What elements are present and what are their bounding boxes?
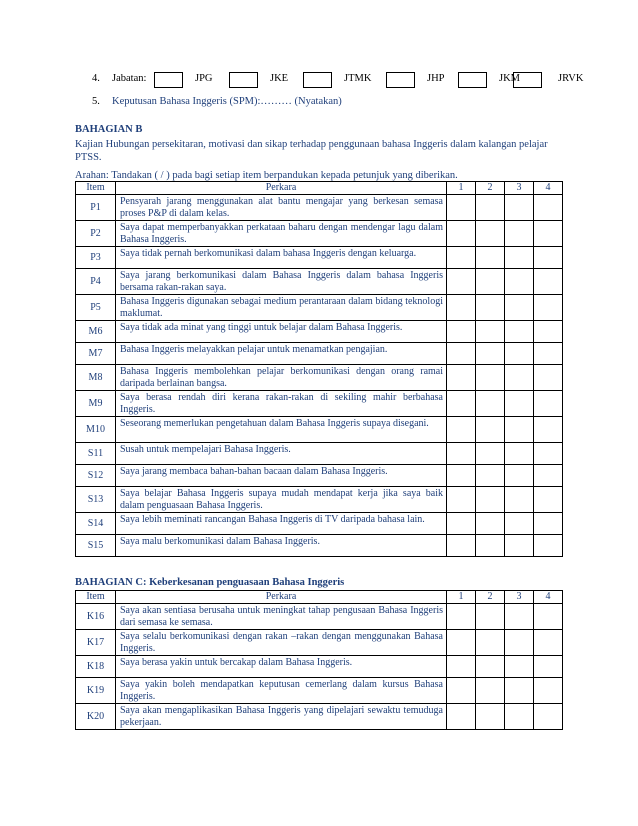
table-header-row (76, 591, 563, 604)
score-cell-4[interactable] (534, 417, 563, 443)
score-cell-3[interactable] (505, 678, 534, 704)
table-row (76, 321, 563, 343)
score-cell-3[interactable] (505, 195, 534, 221)
table-row (76, 391, 563, 417)
section-b-description (75, 138, 555, 164)
score-cell-2[interactable] (476, 630, 505, 656)
score-cell-4[interactable] (534, 365, 563, 391)
score-cell-4[interactable] (534, 487, 563, 513)
section-b-table (75, 181, 563, 557)
checkbox-jtmk[interactable] (303, 72, 332, 88)
score-cell-3[interactable] (505, 247, 534, 269)
statement-text: Saya tidak ada minat yang tinggi untuk belajar dalam Bahasa Inggeris. (116, 321, 447, 343)
item-code: K19 (76, 678, 116, 704)
item-code: K18 (76, 656, 116, 678)
item-code: K17 (76, 630, 116, 656)
score-cell-3[interactable] (505, 295, 534, 321)
dept-label-jke: JKE (270, 73, 289, 84)
col-header-perkara: Perkara (116, 591, 447, 604)
score-cell-1[interactable] (447, 678, 476, 704)
score-cell-3[interactable] (505, 704, 534, 730)
score-cell-4[interactable] (534, 247, 563, 269)
item-code: P2 (76, 221, 116, 247)
col-header-3: 3 (505, 182, 534, 195)
score-cell-4[interactable] (534, 321, 563, 343)
col-header-3: 3 (505, 591, 534, 604)
table-header-row (76, 182, 563, 195)
score-cell-2[interactable] (476, 443, 505, 465)
score-cell-4[interactable] (534, 535, 563, 557)
score-cell-1[interactable] (447, 465, 476, 487)
table-row (76, 630, 563, 656)
score-cell-2[interactable] (476, 295, 505, 321)
score-cell-4[interactable] (534, 604, 563, 630)
col-header-4: 4 (534, 182, 563, 195)
item-code: P4 (76, 269, 116, 295)
score-cell-3[interactable] (505, 391, 534, 417)
section-b-rows (76, 195, 563, 557)
statement-text: Saya selalu berkomunikasi dengan rakan –rakan dengan menggunakan Bahasa Inggeris. (116, 630, 447, 656)
item-code: S14 (76, 513, 116, 535)
statement-text: Saya tidak pernah berkomunikasi dalam bahasa Inggeris dengan keluarga. (116, 247, 447, 269)
checkbox-jke[interactable] (229, 72, 258, 88)
statement-text: Saya yakin boleh mendapatkan keputusan cemerlang dalam kursus Bahasa Inggeris. (116, 678, 447, 704)
statement-text: Bahasa Inggeris membolehkan pelajar berkomunikasi dengan orang ramai daripada berlainan bangsa. (116, 365, 447, 391)
table-row (76, 604, 563, 630)
dept-label-jtmk: JTMK (344, 73, 372, 84)
score-cell-4[interactable] (534, 343, 563, 365)
dept-label-jhp: JHP (427, 73, 445, 84)
score-cell-1[interactable] (447, 195, 476, 221)
col-header-2: 2 (476, 182, 505, 195)
score-cell-4[interactable] (534, 295, 563, 321)
statement-text: Pensyarah jarang menggunakan alat bantu mengajar yang berkesan semasa proses P&P di dalam kelas. (116, 195, 447, 221)
score-cell-2[interactable] (476, 417, 505, 443)
checkbox-jrvk[interactable] (513, 72, 542, 88)
checkbox-jhp[interactable] (386, 72, 415, 88)
item-code: S11 (76, 443, 116, 465)
statement-text: Saya belajar Bahasa Inggeris supaya mudah mendapat kerja jika saya baik dalam penguasaan Bahasa Inggeris. (116, 487, 447, 513)
score-cell-1[interactable] (447, 321, 476, 343)
score-cell-1[interactable] (447, 247, 476, 269)
item-code: M7 (76, 343, 116, 365)
item-code: M6 (76, 321, 116, 343)
statement-text: Saya berasa rendah diri kerana rakan-rakan di sekiling mahir berbahasa Inggeris. (116, 391, 447, 417)
table-row (76, 487, 563, 513)
col-header-1: 1 (447, 591, 476, 604)
statement-text: Saya akan sentiasa berusaha untuk meningkat tahap pengusaan Bahasa Inggeris dari semasa ke semasa. (116, 604, 447, 630)
score-cell-4[interactable] (534, 513, 563, 535)
statement-text: Bahasa Inggeris melayakkan pelajar untuk menamatkan pengajian. (116, 343, 447, 365)
score-cell-1[interactable] (447, 487, 476, 513)
score-cell-2[interactable] (476, 535, 505, 557)
score-cell-4[interactable] (534, 656, 563, 678)
section-c-rows (76, 604, 563, 730)
score-cell-2[interactable] (476, 321, 505, 343)
score-cell-2[interactable] (476, 465, 505, 487)
score-cell-2[interactable] (476, 391, 505, 417)
score-cell-1[interactable] (447, 704, 476, 730)
score-cell-2[interactable] (476, 269, 505, 295)
score-cell-1[interactable] (447, 417, 476, 443)
item-code: K16 (76, 604, 116, 630)
score-cell-2[interactable] (476, 247, 505, 269)
score-cell-4[interactable] (534, 630, 563, 656)
score-cell-1[interactable] (447, 630, 476, 656)
table-row (76, 678, 563, 704)
score-cell-1[interactable] (447, 391, 476, 417)
item-number: 5. (92, 96, 100, 107)
item-code: P5 (76, 295, 116, 321)
table-row (76, 365, 563, 391)
item-code: S13 (76, 487, 116, 513)
jabatan-row (92, 72, 612, 90)
col-header-perkara: Perkara (116, 182, 447, 195)
score-cell-3[interactable] (505, 535, 534, 557)
score-cell-2[interactable] (476, 365, 505, 391)
score-cell-1[interactable] (447, 269, 476, 295)
table-row (76, 465, 563, 487)
score-cell-3[interactable] (505, 443, 534, 465)
score-cell-2[interactable] (476, 195, 505, 221)
table-row (76, 295, 563, 321)
dept-label-jrvk: JRVK (558, 73, 584, 84)
section-b-title: BAHAGIAN B (75, 124, 143, 135)
score-cell-1[interactable] (447, 343, 476, 365)
col-header-4: 4 (534, 591, 563, 604)
statement-text: Saya berasa yakin untuk bercakap dalam Bahasa Inggeris. (116, 656, 447, 678)
section-b-instruction: Arahan: Tandakan ( / ) pada bagi setiap item berpandukan kepada petunjuk yang diberikan. (75, 170, 458, 181)
score-cell-2[interactable] (476, 678, 505, 704)
score-cell-1[interactable] (447, 604, 476, 630)
score-cell-4[interactable] (534, 221, 563, 247)
table-row (76, 221, 563, 247)
table-row (76, 535, 563, 557)
table-row (76, 443, 563, 465)
score-cell-2[interactable] (476, 604, 505, 630)
score-cell-3[interactable] (505, 630, 534, 656)
score-cell-1[interactable] (447, 365, 476, 391)
item-number: 4. (92, 73, 100, 84)
statement-text: Seseorang memerlukan pengetahuan dalam Bahasa Inggeris supaya disegani. (116, 417, 447, 443)
score-cell-2[interactable] (476, 513, 505, 535)
spm-result-text: Keputusan Bahasa Inggeris (SPM):……… (Nyatakan) (112, 96, 342, 107)
score-cell-1[interactable] (447, 656, 476, 678)
statement-text: Saya akan mengaplikasikan Bahasa Inggeris yang dipelajari sewaktu temuduga pekerjaan. (116, 704, 447, 730)
section-c-table (75, 590, 563, 730)
col-header-1: 1 (447, 182, 476, 195)
checkbox-jkm[interactable] (458, 72, 487, 88)
score-cell-1[interactable] (447, 535, 476, 557)
score-cell-3[interactable] (505, 343, 534, 365)
score-cell-3[interactable] (505, 604, 534, 630)
score-cell-4[interactable] (534, 465, 563, 487)
score-cell-2[interactable] (476, 343, 505, 365)
item-code: K20 (76, 704, 116, 730)
score-cell-3[interactable] (505, 513, 534, 535)
score-cell-3[interactable] (505, 221, 534, 247)
score-cell-1[interactable] (447, 443, 476, 465)
score-cell-4[interactable] (534, 443, 563, 465)
score-cell-4[interactable] (534, 269, 563, 295)
score-cell-4[interactable] (534, 678, 563, 704)
statement-text: Saya malu berkomunikasi dalam Bahasa Inggeris. (116, 535, 447, 557)
score-cell-4[interactable] (534, 704, 563, 730)
dept-label-jpg: JPG (195, 73, 213, 84)
col-header-item: Item (76, 182, 116, 195)
description-line: PTSS. (75, 152, 102, 163)
score-cell-1[interactable] (447, 513, 476, 535)
item-code: S12 (76, 465, 116, 487)
dept-label-jkm: JKM (499, 73, 521, 84)
item-code: S15 (76, 535, 116, 557)
statement-text: Saya jarang berkomunikasi dalam Bahasa Inggeris dalam bahasa Inggeris bersama rakan-rakan saya. (116, 269, 447, 295)
table-row (76, 513, 563, 535)
score-cell-1[interactable] (447, 295, 476, 321)
statement-text: Susah untuk mempelajari Bahasa Inggeris. (116, 443, 447, 465)
table-row (76, 195, 563, 221)
score-cell-3[interactable] (505, 269, 534, 295)
table-row (76, 269, 563, 295)
item-code: M8 (76, 365, 116, 391)
item-code: M10 (76, 417, 116, 443)
score-cell-4[interactable] (534, 391, 563, 417)
score-cell-4[interactable] (534, 195, 563, 221)
jabatan-label: Jabatan: (112, 73, 147, 84)
item-code: P1 (76, 195, 116, 221)
col-header-2: 2 (476, 591, 505, 604)
statement-text: Bahasa Inggeris digunakan sebagai medium perantaraan dalam bidang teknologi maklumat. (116, 295, 447, 321)
description-line: Kajian Hubungan persekitaran, motivasi dan sikap terhadap penggunaan bahasa Inggeris dalam kalangan pelajar (75, 139, 548, 150)
score-cell-2[interactable] (476, 704, 505, 730)
statement-text: Saya lebih meminati rancangan Bahasa Inggeris di TV daripada bahasa lain. (116, 513, 447, 535)
score-cell-3[interactable] (505, 465, 534, 487)
item-code: P3 (76, 247, 116, 269)
score-cell-1[interactable] (447, 221, 476, 247)
statement-text: Saya jarang membaca bahan-bahan bacaan dalam Bahasa Inggeris. (116, 465, 447, 487)
score-cell-2[interactable] (476, 656, 505, 678)
table-row (76, 656, 563, 678)
item-code: M9 (76, 391, 116, 417)
table-row (76, 704, 563, 730)
section-c-title: BAHAGIAN C: Keberkesanan penguasaan Bahasa Inggeris (75, 577, 345, 588)
score-cell-3[interactable] (505, 487, 534, 513)
checkbox-jpg[interactable] (154, 72, 183, 88)
score-cell-3[interactable] (505, 656, 534, 678)
table-row (76, 247, 563, 269)
score-cell-2[interactable] (476, 221, 505, 247)
statement-text: Saya dapat memperbanyakkan perkataan baharu dengan mendengar lagu dalam Bahasa Inggeris. (116, 221, 447, 247)
score-cell-2[interactable] (476, 487, 505, 513)
table-row (76, 417, 563, 443)
score-cell-3[interactable] (505, 321, 534, 343)
col-header-item: Item (76, 591, 116, 604)
score-cell-3[interactable] (505, 365, 534, 391)
table-row (76, 343, 563, 365)
score-cell-3[interactable] (505, 417, 534, 443)
